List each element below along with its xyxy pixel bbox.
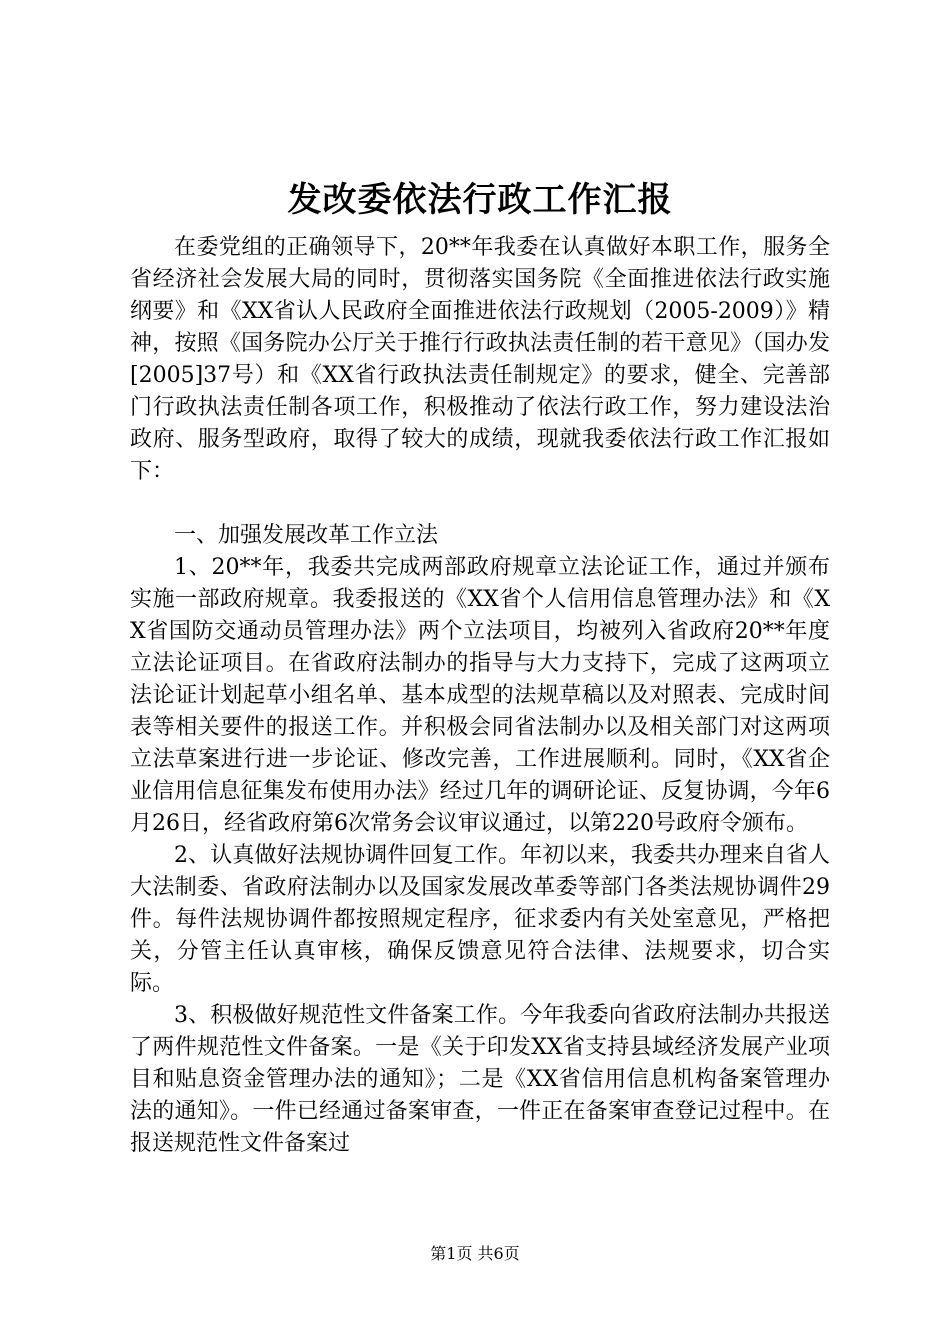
intro-paragraph: 在委党组的正确领导下，20**年我委在认真做好本职工作，服务全省经济社会发展大局的同时，贯彻落实国务院《全面推进依法行政实施纲要》和《XX省认人民政府全面推进依法行政规划（2005-2009）》精神，按照《国务院办公厅关于推行行政执法责任制的若干意见》（国办发[2005]37号）和《XX省行政执法责任制规定》的要求，健全、完善部门行政执法责任制各项工作，积极推动了依法行政工作，努力建设法治政府、服务型政府，取得了较大的成绩，现就我委依法行政工作汇报如下： [130, 235, 830, 484]
page-footer: 第1页 共6页 [430, 1244, 520, 1263]
document-page [130, 180, 830, 1160]
body-paragraph-3: 3、积极做好规范性文件备案工作。今年我委向省政府法制办共报送了两件规范性文件备案。一是《关于印发XX省支持县域经济发展产业项目和贴息资金管理办法的通知》；二是《XX省信用信息机构备案管理办法的通知》。一件已经通过备案审查，一件正在备案审查登记过程中。在报送规范性文件备案过 [130, 1003, 830, 1156]
document-title: 发改委依法行政工作汇报 [287, 180, 673, 220]
section-heading: 一、加强发展改革工作立法 [174, 523, 439, 548]
body-paragraph-1: 1、20**年，我委共完成两部政府规章立法论证工作，通过并颁布实施一部政府规章。我委报送的《XX省个人信用信息管理办法》和《XX省国防交通动员管理办法》两个立法项目，均被列入省政府20**年度立法论证项目。在省政府法制办的指导与大力支持下，完成了这两项立法论证计划起草小组名单、基本成型的法规草稿以及对照表、完成时间表等相关要件的报送工作。并积极会同省法制办以及相关部门对这两项立法草案进行进一步论证、修改完善，工作进展顺利。同时，《XX省企业信用信息征集发布使用办法》经过几年的调研论证、反复协调，今年6月26日，经省政府第6次常务会议审议通过，以第220号政府令颁布。 [130, 555, 830, 836]
body-paragraph-2: 2、认真做好法规协调件回复工作。年初以来，我委共办理来自省人大法制委、省政府法制办以及国家发展改革委等部门各类法规协调件29件。每件法规协调件都按照规定程序，征求委内有关处室意见，严格把关，分管主任认真审核，确保反馈意见符合法律、法规要求，切合实际。 [130, 843, 830, 996]
